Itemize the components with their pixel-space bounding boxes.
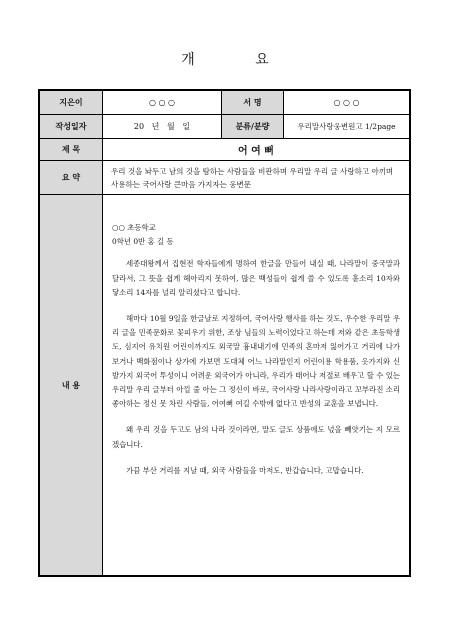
date-row <box>40 115 409 139</box>
school-line: ○○ 초등학교 <box>112 223 156 232</box>
subject-value: 어 여 뻐 <box>238 146 274 157</box>
author-value: ○ ○ ○ <box>103 91 222 114</box>
paragraph-1: 세종대왕께서 집현전 학자들에게 명하여 한글을 만들어 내실 때, 나라말이 중국말과 달라서, 그 뜻을 쉽게 헤아리지 못하여, 많은 백성들이 쉽게 쓸 수 있도록 홑소리 10자와 닿소리 14자를 널리 알리셨다고 합니다. <box>112 259 400 297</box>
subject-row <box>40 139 409 161</box>
content-row <box>40 195 409 575</box>
summary-value: 우리 것을 놔두고 남의 것을 탐하는 사람들을 비판하며 우리말 우리 글 사랑하고 아끼며 사용하는 국어사랑 큰마음 가지자는 웅변문 <box>111 166 394 189</box>
content-label: 내 용 <box>40 195 103 575</box>
paragraph-2: 해마다 10월 9일을 한글날로 지정하여, 국어사랑 행사를 하는 것도, 우수한 우리말 우리 글을 민족문화로 꽃피우기 위한, 조상 님들의 노력이었다고 하는데 저와 같은 초등학생도, 심지어 유치원 어린이까지도 외국말 흉내내기에 민족의 혼마저 잃어가고 거리에 나가 보거나 백화점이나 상가에 가보면 도대체 어느 나라말인지 어린이용 학용품, 옷가지와 신발가지 외국어 투성이니 어려운 외국어가 아니라, 우리가 태어나 저절로 배우고 할 수 있는 우리말 우리 글부터 아낄 줄 아는 그 정신이 바로, 국어사랑 나라사랑이라고 꼬부라진 소리 좋아하는 정신 못 차린 사람들, 어여뻐 여길 수밖에 없다고 반성의 교훈을 보냅니다. <box>112 314 400 409</box>
summary-form-table <box>38 89 411 577</box>
subject-label: 제 목 <box>40 139 103 160</box>
summary-row <box>40 161 409 195</box>
book-name-label: 서 명 <box>222 91 284 114</box>
category-value: 우리말사랑웅변원고 1/2page <box>297 122 396 131</box>
date-label: 작성일자 <box>40 115 103 138</box>
category-label: 분류/분량 <box>222 115 284 138</box>
summary-label: 요 약 <box>40 161 103 194</box>
page-title: 개 요 <box>181 52 297 68</box>
author-label: 지은이 <box>40 91 103 114</box>
date-value: 20 년 월 일 <box>103 115 222 138</box>
paragraph-3: 왜 우리 것을 두고도 남의 나라 것이라면, 말도 글도 상품에도 넋을 빼앗기는 지 모르겠습니다. <box>112 425 400 449</box>
author-row <box>40 91 409 115</box>
speech-body <box>103 195 409 575</box>
book-name-value: ○ ○ ○ <box>333 98 360 107</box>
speaker-line: 0학년 0반 홍 길 동 <box>112 237 174 247</box>
paragraph-4: 가끔 부산 거리를 지날 때, 외국 사람들을 마저도, 반갑습니다, 고맙습니다. <box>126 465 364 475</box>
